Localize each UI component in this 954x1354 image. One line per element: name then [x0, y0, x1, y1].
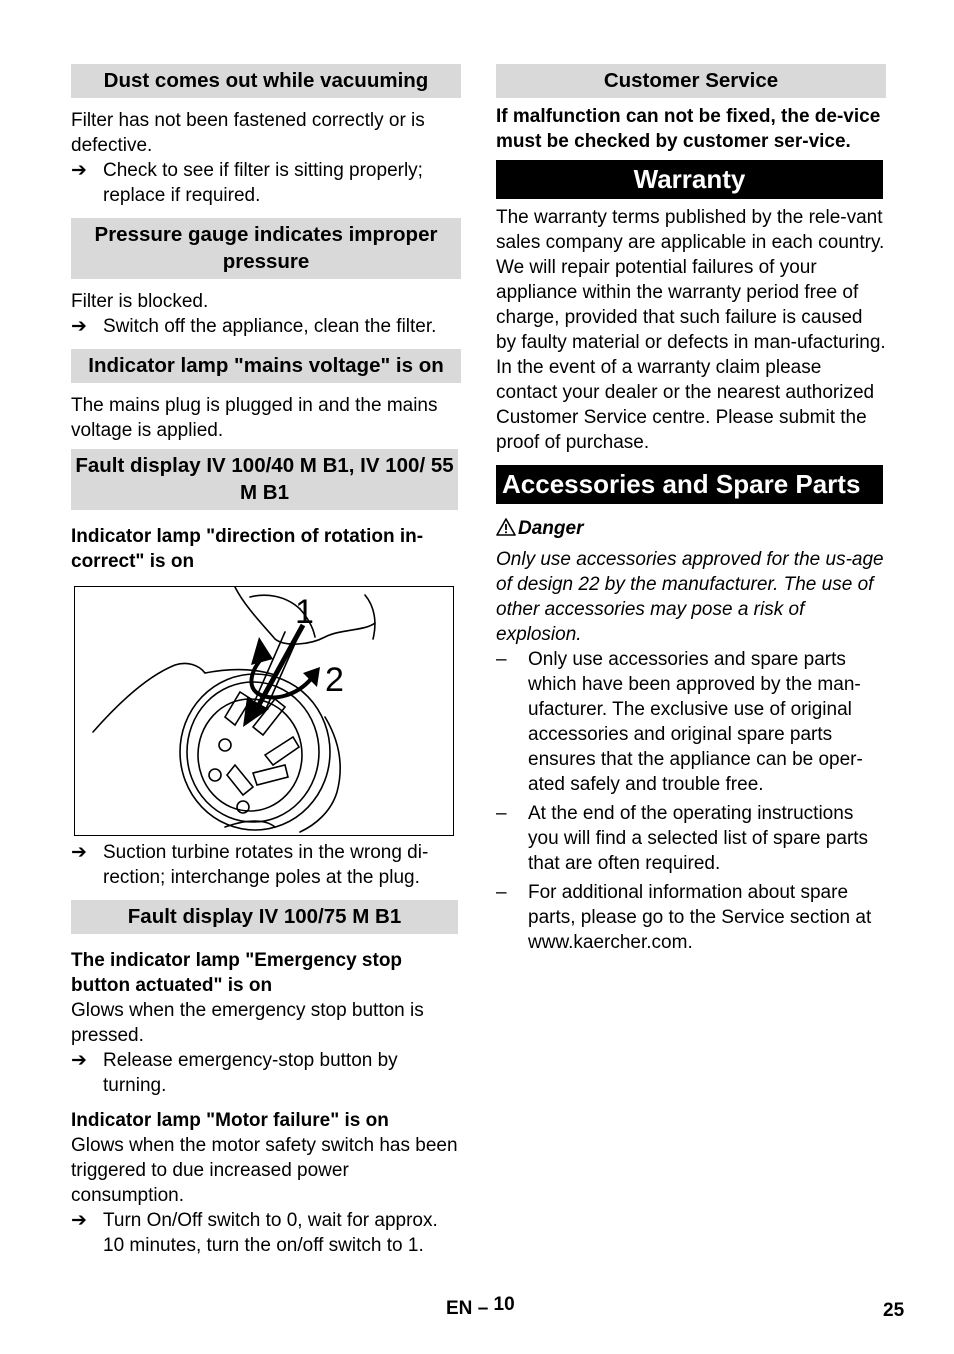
- section-heading-dust: Dust comes out while vacuuming: [71, 64, 461, 98]
- action-step: [71, 1048, 461, 1098]
- arrow-icon: ➔: [71, 316, 87, 337]
- step-text: Release emergency-stop button by turning.: [103, 1050, 398, 1096]
- step-text: Switch off the appliance, clean the filter.: [103, 316, 437, 337]
- step-text: Turn On/Off switch to 0, wait for approx. 10 minutes, turn the on/off switch to 1.: [103, 1210, 438, 1256]
- paragraph: The mains plug is plugged in and the mains voltage is applied.: [71, 395, 438, 441]
- action-step: [71, 158, 461, 208]
- subheading: The indicator lamp "Emergency stop button actuated" is on: [71, 950, 403, 996]
- footer-page-label: [446, 1296, 515, 1321]
- section-heading-accessories: Accessories and Spare Parts: [496, 465, 883, 504]
- section-heading-fault-display-1: Fault display IV 100/40 M B1, IV 100/ 55 M B1: [71, 449, 458, 510]
- footer-section-page: 10: [493, 1294, 515, 1315]
- list-item: [496, 801, 886, 876]
- step-text: Suction turbine rotates in the wrong di-rection; interchange poles at the plug.: [103, 842, 429, 888]
- subheading: Indicator lamp "direction of rotation in-correct" is on: [71, 526, 424, 572]
- step-text: Check to see if filter is sitting properly; replace if required.: [103, 160, 423, 206]
- warning-triangle-icon: [496, 518, 518, 543]
- plug-rotation-drawing: [75, 587, 453, 835]
- paragraph: Filter is blocked.: [71, 291, 209, 312]
- paragraph: Glows when the motor safety switch has been triggered to due increased power consumption.: [71, 1135, 458, 1206]
- arrow-icon: ➔: [71, 160, 87, 181]
- action-step: [71, 314, 461, 339]
- section-heading-customer-service: Customer Service: [496, 64, 886, 98]
- left-column: [71, 64, 461, 1258]
- list-item-text: Only use accessories and spare parts which have been approved by the man-ufacturer. The exclusive use of original accessories and original spare parts ensures that the appliance can be oper-ated safely and trouble free.: [528, 649, 863, 795]
- section-heading-fault-display-2: Fault display IV 100/75 M B1: [71, 900, 458, 934]
- list-item-text: For additional information about spare parts, please go to the Service section at www.kaercher.com.: [528, 882, 872, 953]
- paragraph: The warranty terms published by the rele-vant sales company are applicable in each country. We will repair potential failures of your appliance within the warranty period free of charge, provided that such failure is caused by faulty material or defects in man-ufacturing. In the event of a warranty claim please contact your dealer or the nearest authorized Customer Service centre. Please submit the proof of purchase.: [496, 207, 886, 453]
- arrow-icon: ➔: [71, 842, 87, 863]
- section-heading-mains-voltage: Indicator lamp "mains voltage" is on: [71, 349, 461, 383]
- subheading: Indicator lamp "Motor failure" is on: [71, 1110, 389, 1131]
- section-heading-warranty: Warranty: [496, 160, 883, 199]
- list-item-text: At the end of the operating instructions you will find a selected list of spare parts that are often required.: [528, 803, 869, 874]
- dash-marker: –: [496, 649, 507, 670]
- list-item: [496, 647, 886, 797]
- dash-marker: –: [496, 882, 507, 903]
- arrow-icon: ➔: [71, 1050, 87, 1071]
- plug-illustration: [74, 586, 454, 836]
- arrow-icon: ➔: [71, 1210, 87, 1231]
- right-column: [496, 64, 886, 955]
- figure-label-1: 1: [295, 593, 314, 631]
- footer-lang: EN: [446, 1298, 473, 1319]
- paragraph: If malfunction can not be fixed, the de-vice must be checked by customer ser-vice.: [496, 106, 881, 152]
- paragraph: Filter has not been fastened correctly or is defective.: [71, 110, 425, 156]
- list-item: [496, 880, 886, 955]
- page-number: 25: [883, 1300, 905, 1321]
- section-heading-pressure: Pressure gauge indicates improper pressure: [71, 218, 461, 279]
- figure-label-2: 2: [325, 661, 344, 699]
- action-step: [71, 840, 461, 890]
- action-step: [71, 1208, 461, 1258]
- danger-label-line: [496, 516, 886, 543]
- danger-text: Only use accessories approved for the us-age of design 22 by the manufacturer. The use of other accessories may pose a risk of explosion.: [496, 549, 884, 645]
- footer-sep: –: [477, 1298, 489, 1319]
- dash-marker: –: [496, 803, 507, 824]
- paragraph: Glows when the emergency stop button is pressed.: [71, 1000, 424, 1046]
- danger-label: Danger: [518, 518, 584, 539]
